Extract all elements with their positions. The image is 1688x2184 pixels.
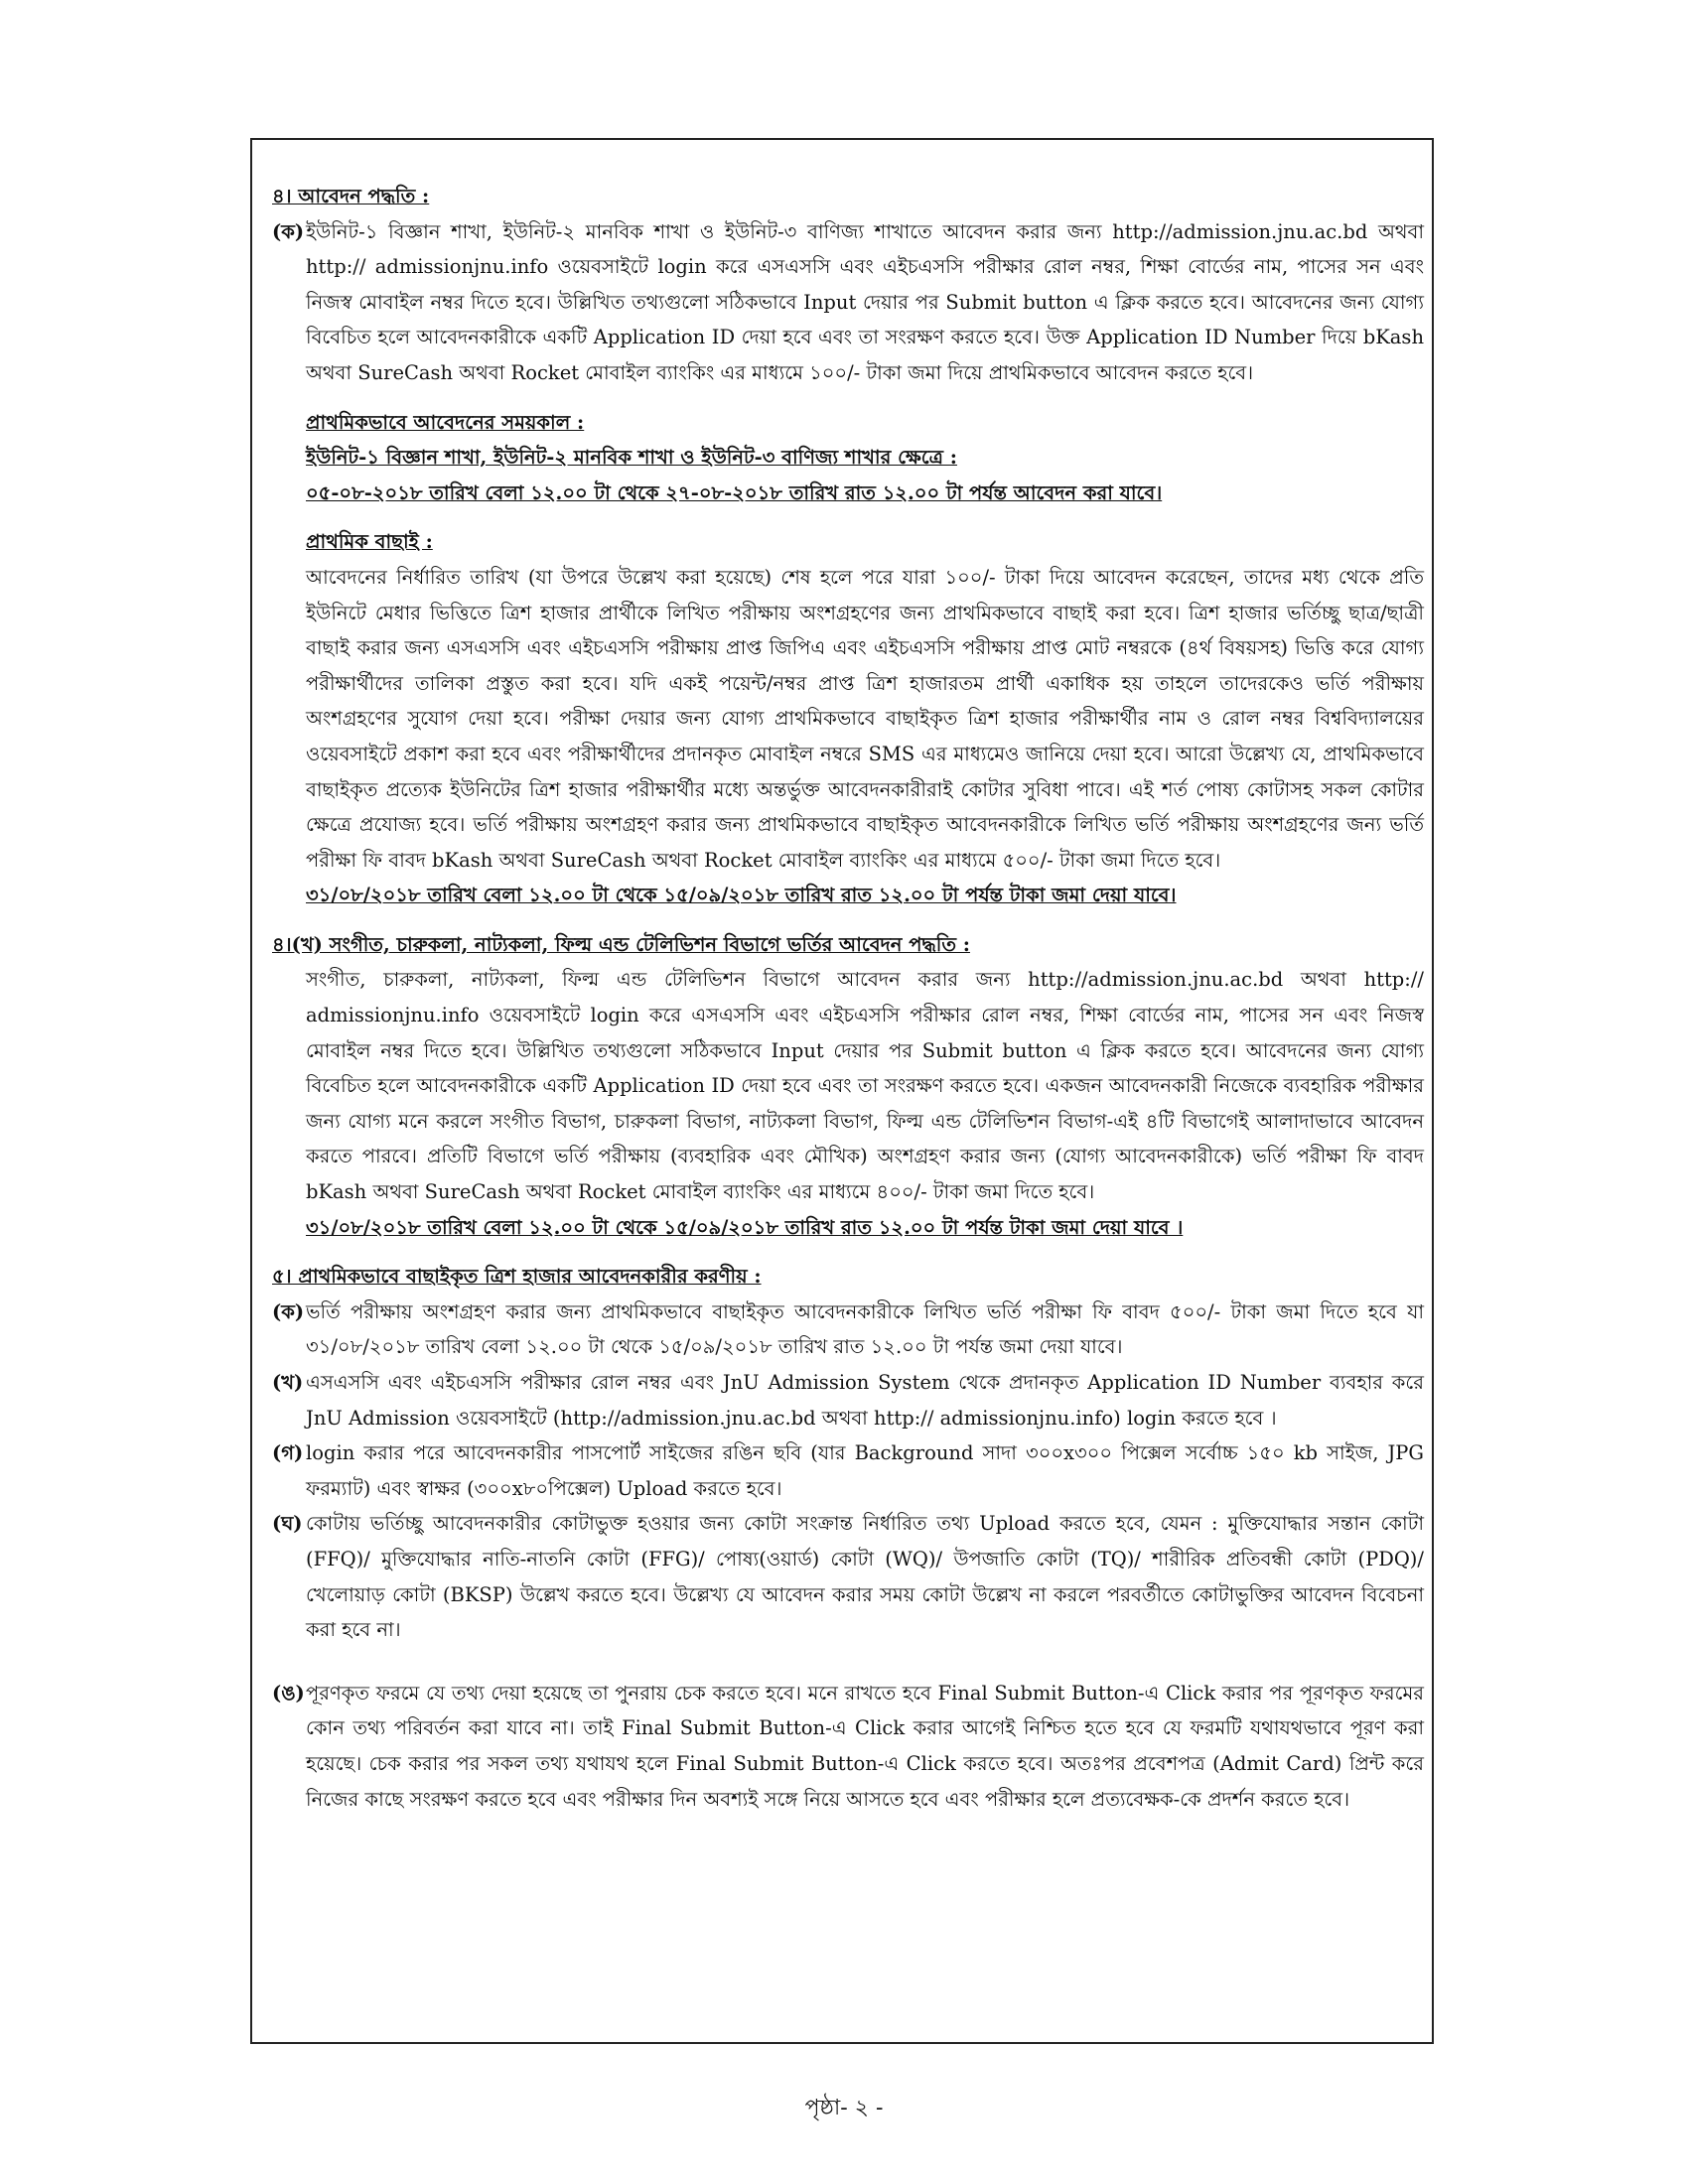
- item-text: পূরণকৃত ফরমে যে তথ্য দেয়া হয়েছে তা পুনরায় চেক করতে হবে। মনে রাখতে হবে Final Submit Button-এ Click করার পর পূরণকৃত ফরমের কোন তথ্য পরিবর্তন করা যাবে না। তাই Final Submit Button-এ Click করার আগেই নিশ্চিত হতে হবে যে ফরমটি যথাযথভাবে পূরণ করা হয়েছে। চেক করার পর সকল তথ্য যথাযথ হলে Final Submit Button-এ Click করতে হবে। অতঃপর প্রবেশপত্র (Admit Card) প্রিন্ট করে নিজের কাছে সংরক্ষণ করতে হবে এবং পরীক্ষার দিন অবশ্যই সঙ্গে নিয়ে আসতে হবে এবং পরীক্ষার হলে প্রত্যবেক্ষক-কে প্রদর্শন করতে হবে।: [306, 1681, 1424, 1811]
- selection-body: আবেদনের নির্ধারিত তারিখ (যা উপরে উল্লেখ করা হয়েছে) শেষ হলে পরে যারা ১০০/- টাকা দিয়ে আবেদন করেছেন, তাদের মধ্য থেকে প্রতি ইউনিটে মেধার ভিত্তিতে ত্রিশ হাজার প্রার্থীকে লিখিত পরীক্ষায় অংশগ্রহণের জন্য প্রাথমিকভাবে বাছাই করা হবে। ত্রিশ হাজার ভর্তিচ্ছু ছাত্র/ছাত্রী বাছাই করার জন্য এসএসসি এবং এইচএসসি পরীক্ষায় প্রাপ্ত জিপিএ এবং এইচএসসি পরীক্ষায় প্রাপ্ত মোট নম্বরকে (৪র্থ বিষয়সহ) ভিত্তি করে যোগ্য পরীক্ষার্থীদের তালিকা প্রস্তুত করা হবে। যদি একই পয়েন্ট/নম্বর প্রাপ্ত ত্রিশ হাজারতম প্রার্থী একাধিক হয় তাহলে তাদেরকেও ভর্তি পরীক্ষায় অংশগ্রহণের সুযোগ দেয়া হবে। পরীক্ষা দেয়ার জন্য যোগ্য প্রাথমিকভাবে বাছাইকৃত ত্রিশ হাজার পরীক্ষার্থীর নাম ও রোল নম্বর বিশ্ববিদ্যালয়ের ওয়েবসাইটে প্রকাশ করা হবে এবং পরীক্ষার্থীদের প্রদানকৃত মোবাইল নম্বরে SMS এর মাধ্যমেও জানিয়ে দেয়া হবে। আরো উল্লেখ্য যে, প্রাথমিকভাবে বাছাইকৃত প্রত্যেক ইউনিটের ত্রিশ হাজার পরীক্ষার্থীর মধ্যে অন্তর্ভুক্ত আবেদনকারীরাই কোটার সুবিধা পাবে। এই শর্ত পোষ্য কোটাসহ সকল কোটার ক্ষেত্রে প্রযোজ্য হবে। ভর্তি পরীক্ষায় অংশগ্রহণ করার জন্য প্রাথমিকভাবে বাছাইকৃত আবেদনকারীকে লিখিত ভর্তি পরীক্ষায় অংশগ্রহণের জন্য ভর্তি পরীক্ষা ফি বাবদ bKash অথবা SureCash অথবা Rocket মোবাইল ব্যাংকিং এর মাধ্যমে ৫০০/- টাকা জমা দিতে হবে।: [306, 565, 1424, 872]
- section5-item: [272, 1365, 1424, 1435]
- item-text: এসএসসি এবং এইচএসসি পরীক্ষার রোল নম্বর এবং JnU Admission System থেকে প্রদানকৃত Application ID Number ব্যবহার করে JnU Admission ওয়েবসাইটে (http://admission.jnu.ac.bd অথবা http:// admissionjnu.info) login করতে হবে ।: [306, 1371, 1424, 1430]
- item-text: ভর্তি পরীক্ষায় অংশগ্রহণ করার জন্য প্রাথমিকভাবে বাছাইকৃত আবেদনকারীকে লিখিত ভর্তি পরীক্ষা ফি বাবদ ৫০০/- টাকা জমা দিতে হবে যা ৩১/০৮/২০১৮ তারিখ বেলা ১২.০০ টা থেকে ১৫/০৯/২০১৮ তারিখ রাত ১২.০০ টা পর্যন্ত জমা দেয়া যাবে।: [306, 1299, 1424, 1359]
- item-label: (ঘ): [272, 1512, 303, 1536]
- period-units: ইউনিট-১ বিজ্ঞান শাখা, ইউনিট-২ মানবিক শাখা ও ইউনিট-৩ বাণিজ্য শাখার ক্ষেত্রে :: [306, 446, 957, 470]
- application-period: [272, 405, 1424, 511]
- selection-heading: প্রাথমিক বাছাই :: [306, 530, 433, 554]
- section4-ka: [272, 214, 1424, 391]
- document-body: [272, 179, 1424, 1817]
- section5-item: [272, 1435, 1424, 1506]
- section5-item: [272, 1506, 1424, 1647]
- section4-heading: ৪। আবেদন পদ্ধতি :: [272, 185, 430, 207]
- section4-kha-body: সংগীত, চারুকলা, নাট্যকলা, ফিল্ম এন্ড টেলিভিশন বিভাগে আবেদন করার জন্য http://admission.jnu.ac.bd অথবা http:// admissionjnu.info ওয়েবসাইটে login করে এসএসসি এবং এইচএসসি পরীক্ষার রোল নম্বর, শিক্ষা বোর্ডের নাম, পাসের সন এবং নিজস্ব মোবাইল নম্বর দিতে হবে। উল্লিখিত তথ্যগুলো সঠিকভাবে Input দেয়ার পর Submit button এ ক্লিক করতে হবে। আবেদনের জন্য যোগ্য বিবেচিত হলে আবেদনকারীকে একটি Application ID দেয়া হবে এবং তা সংরক্ষণ করতে হবে। একজন আবেদনকারী নিজেকে ব্যবহারিক পরীক্ষার জন্য যোগ্য মনে করলে সংগীত বিভাগ, চারুকলা বিভাগ, নাট্যকলা বিভাগ, ফিল্ম এন্ড টেলিভিশন বিভাগ-এই ৪টি বিভাগেই আলাদাভাবে আবেদন করতে পারবে। প্রতিটি বিভাগে ভর্তি পরীক্ষায় (ব্যবহারিক এবং মৌখিক) অংশগ্রহণ করার জন্য (যোগ্য আবেদনকারীকে) ভর্তি পরীক্ষা ফি বাবদ bKash অথবা SureCash অথবা Rocket মোবাইল ব্যাংকিং এর মাধ্যমে ৪০০/- টাকা জমা দিতে হবে।: [306, 968, 1424, 1204]
- period-dates: ০৫-০৮-২০১৮ তারিখ বেলা ১২.০০ টা থেকে ২৭-০৮-২০১৮ তারিখ রাত ১২.০০ টা পর্যন্ত আবেদন করা যাবে।: [306, 480, 1163, 504]
- item-label: (ঙ): [272, 1681, 305, 1705]
- section5-heading: ৫। প্রাথমিকভাবে বাছাইকৃত ত্রিশ হাজার আবেদনকারীর করণীয় :: [272, 1265, 762, 1289]
- section4-ka-label: (ক): [272, 219, 305, 243]
- section4-ka-text: ইউনিট-১ বিজ্ঞান শাখা, ইউনিট-২ মানবিক শাখা ও ইউনিট-৩ বাণিজ্য শাখাতে আবেদন করার জন্য http://admission.jnu.ac.bd অথবা http:// admissionjnu.info ওয়েবসাইটে login করে এসএসসি এবং এইচএসসি পরীক্ষার রোল নম্বর, শিক্ষা বোর্ডের নাম, পাসের সন এবং নিজস্ব মোবাইল নম্বর দিতে হবে। উল্লিখিত তথ্যগুলো সঠিকভাবে Input দেয়ার পর Submit button এ ক্লিক করতে হবে। আবেদনের জন্য যোগ্য বিবেচিত হলে আবেদনকারীকে একটি Application ID দেয়া হবে এবং তা সংরক্ষণ করতে হবে। উক্ত Application ID Number দিয়ে bKash অথবা SureCash অথবা Rocket মোবাইল ব্যাংকিং এর মাধ্যমে ১০০/- টাকা জমা দিয়ে প্রাথমিকভাবে আবেদন করতে হবে।: [306, 219, 1424, 384]
- item-text: কোটায় ভর্তিচ্ছু আবেদনকারীর কোটাভুক্ত হওয়ার জন্য কোটা সংক্রান্ত নির্ধারিত তথ্য Upload করতে হবে, যেমন : মুক্তিযোদ্ধার সন্তান কোটা (FFQ)/ মুক্তিযোদ্ধার নাতি-নাতনি কোটা (FFG)/ পোষ্য(ওয়ার্ড) কোটা (WQ)/ উপজাতি কোটা (TQ)/ শারীরিক প্রতিবন্ধী কোটা (PDQ)/ খেলোয়াড় কোটা (BKSP) উল্লেখ করতে হবে। উল্লেখ্য যে আবেদন করার সময় কোটা উল্লেখ না করলে পরবর্তীতে কোটাভুক্তির আবেদন বিবেচনা করা হবে না।: [306, 1512, 1424, 1642]
- preliminary-selection: [272, 524, 1424, 913]
- item-label: (গ): [272, 1441, 304, 1465]
- page-number: পৃষ্ঠা- ২ -: [804, 2096, 884, 2120]
- section4-kha-dates: ৩১/০৮/২০১৮ তারিখ বেলা ১২.০০ টা থেকে ১৫/০৯/২০১৮ তারিখ রাত ১২.০০ টা পর্যন্ত টাকা জমা দেয়া যাবে ।: [306, 1215, 1184, 1239]
- selection-dates: ৩১/০৮/২০১৮ তারিখ বেলা ১২.০০ টা থেকে ১৫/০৯/২০১৮ তারিখ রাত ১২.০০ টা পর্যন্ত টাকা জমা দেয়া যাবে।: [306, 884, 1177, 907]
- section4-kha-heading: ৪।(খ) সংগীত, চারুকলা, নাট্যকলা, ফিল্ম এন্ড টেলিভিশন বিভাগে ভর্তির আবেদন পদ্ধতি :: [272, 932, 970, 956]
- section5-item: [272, 1295, 1424, 1365]
- section5-item: [272, 1676, 1424, 1817]
- item-label: (ক): [272, 1299, 305, 1323]
- item-label: (খ): [272, 1371, 304, 1394]
- period-heading: প্রাথমিকভাবে আবেদনের সময়কাল :: [306, 410, 585, 434]
- item-text: login করার পরে আবেদনকারীর পাসপোর্ট সাইজের রঙিন ছবি (যার Background সাদা ৩০০x৩০০ পিক্সেল সর্বোচ্চ ১৫০ kb সাইজ, JPG ফরম্যাট) এবং স্বাক্ষর (৩০০x৮০পিক্সেল) Upload করতে হবে।: [306, 1441, 1424, 1500]
